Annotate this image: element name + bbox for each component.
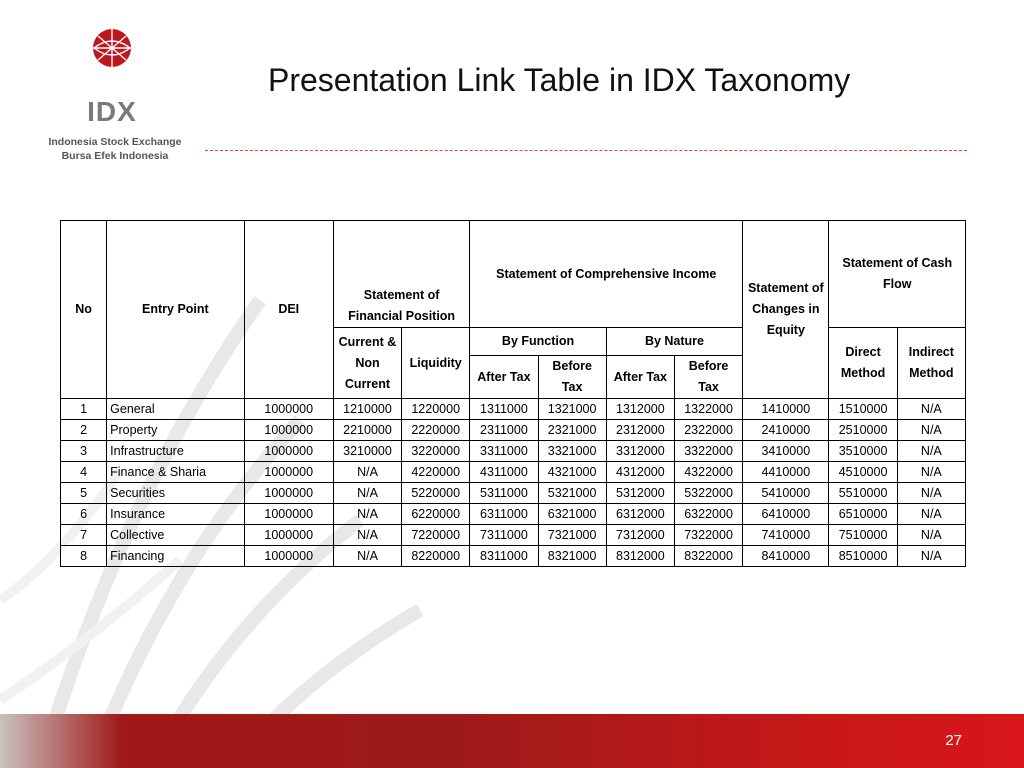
table-cell: Finance & Sharia bbox=[107, 462, 244, 483]
table-cell: 1000000 bbox=[244, 546, 333, 567]
table-cell: 8321000 bbox=[538, 546, 606, 567]
table-cell: 6220000 bbox=[402, 504, 470, 525]
table-cell: 5220000 bbox=[402, 483, 470, 504]
table-cell: 4311000 bbox=[470, 462, 538, 483]
slide-title: Presentation Link Table in IDX Taxonomy bbox=[268, 62, 851, 98]
table-cell: 6322000 bbox=[674, 504, 742, 525]
table-cell: 6 bbox=[61, 504, 107, 525]
table-cell: 1220000 bbox=[402, 399, 470, 420]
table-cell: 4410000 bbox=[743, 462, 829, 483]
table-cell: 3410000 bbox=[743, 441, 829, 462]
table-cell: Infrastructure bbox=[107, 441, 244, 462]
table-row bbox=[61, 504, 966, 525]
table-cell: 1510000 bbox=[829, 399, 897, 420]
header-after-tax-nature: After Tax bbox=[606, 356, 674, 399]
table-row bbox=[61, 441, 966, 462]
table-cell: N/A bbox=[897, 525, 965, 546]
table-cell: N/A bbox=[333, 462, 401, 483]
table-cell: N/A bbox=[897, 483, 965, 504]
header-entry-point: Entry Point bbox=[107, 221, 244, 399]
table-cell: 7311000 bbox=[470, 525, 538, 546]
table-cell: 7410000 bbox=[743, 525, 829, 546]
table-cell: N/A bbox=[897, 504, 965, 525]
table-cell: Securities bbox=[107, 483, 244, 504]
table-cell: 2311000 bbox=[470, 420, 538, 441]
table-cell: 3 bbox=[61, 441, 107, 462]
header-before-tax-nature: Before Tax bbox=[674, 356, 742, 399]
table-cell: Collective bbox=[107, 525, 244, 546]
footer-bar bbox=[0, 714, 1024, 768]
table-cell: 1000000 bbox=[244, 483, 333, 504]
table-cell: 1410000 bbox=[743, 399, 829, 420]
table-cell: 2510000 bbox=[829, 420, 897, 441]
table-cell: 2410000 bbox=[743, 420, 829, 441]
table-cell: 7322000 bbox=[674, 525, 742, 546]
table-row bbox=[61, 546, 966, 567]
table-row bbox=[61, 399, 966, 420]
table-cell: 5322000 bbox=[674, 483, 742, 504]
table-cell: 1321000 bbox=[538, 399, 606, 420]
table-cell: 7220000 bbox=[402, 525, 470, 546]
title-divider bbox=[205, 150, 967, 151]
logo-subtitle-english: Indonesia Stock Exchange bbox=[48, 136, 182, 148]
table-cell: 7321000 bbox=[538, 525, 606, 546]
table-cell: 4220000 bbox=[402, 462, 470, 483]
table-cell: 8510000 bbox=[829, 546, 897, 567]
table-cell: 1000000 bbox=[244, 399, 333, 420]
table-cell: Insurance bbox=[107, 504, 244, 525]
table-cell: 5311000 bbox=[470, 483, 538, 504]
table-cell: 4 bbox=[61, 462, 107, 483]
table-cell: 3312000 bbox=[606, 441, 674, 462]
logo-subtitle-indonesian: Bursa Efek Indonesia bbox=[61, 150, 169, 162]
table-cell: N/A bbox=[897, 462, 965, 483]
table-cell: 8312000 bbox=[606, 546, 674, 567]
table-cell: 6510000 bbox=[829, 504, 897, 525]
table-cell: 6410000 bbox=[743, 504, 829, 525]
header-before-tax-function: Before Tax bbox=[538, 356, 606, 399]
table-cell: 2 bbox=[61, 420, 107, 441]
table-cell: 1311000 bbox=[470, 399, 538, 420]
idx-emblem-icon bbox=[80, 28, 144, 68]
table-cell: 5312000 bbox=[606, 483, 674, 504]
table-cell: 2220000 bbox=[402, 420, 470, 441]
table-cell: General bbox=[107, 399, 244, 420]
page-number: 27 bbox=[945, 732, 962, 749]
table-cell: Property bbox=[107, 420, 244, 441]
table-cell: Financing bbox=[107, 546, 244, 567]
table-cell: 6312000 bbox=[606, 504, 674, 525]
table-cell: 1 bbox=[61, 399, 107, 420]
table-cell: 4322000 bbox=[674, 462, 742, 483]
table-cell: 2322000 bbox=[674, 420, 742, 441]
table-cell: 3321000 bbox=[538, 441, 606, 462]
header-current-non-current: Current & Non Current bbox=[333, 328, 401, 399]
table-cell: 7 bbox=[61, 525, 107, 546]
table-cell: N/A bbox=[897, 441, 965, 462]
table-cell: 8 bbox=[61, 546, 107, 567]
table-cell: 1000000 bbox=[244, 441, 333, 462]
table-cell: N/A bbox=[333, 483, 401, 504]
table-cell: 3210000 bbox=[333, 441, 401, 462]
header-financial-position: Statement of Financial Position bbox=[333, 221, 469, 328]
table-cell: 2210000 bbox=[333, 420, 401, 441]
taxonomy-table bbox=[60, 220, 966, 567]
header-by-nature: By Nature bbox=[606, 328, 742, 356]
logo-wordmark: IDX bbox=[87, 96, 137, 127]
table-cell: 8311000 bbox=[470, 546, 538, 567]
table-cell: 5510000 bbox=[829, 483, 897, 504]
table-cell: 3311000 bbox=[470, 441, 538, 462]
header-changes-equity: Statement of Changes in Equity bbox=[743, 221, 829, 399]
table-cell: 5410000 bbox=[743, 483, 829, 504]
table-cell: 1000000 bbox=[244, 462, 333, 483]
table-cell: 1210000 bbox=[333, 399, 401, 420]
header-indirect-method: Indirect Method bbox=[897, 328, 965, 399]
table-cell: 1000000 bbox=[244, 525, 333, 546]
table-cell: 8220000 bbox=[402, 546, 470, 567]
header-dei: DEI bbox=[244, 221, 333, 399]
table-cell: 3220000 bbox=[402, 441, 470, 462]
table-cell: 5 bbox=[61, 483, 107, 504]
table-cell: 7510000 bbox=[829, 525, 897, 546]
header-direct-method: Direct Method bbox=[829, 328, 897, 399]
table-cell: N/A bbox=[897, 420, 965, 441]
table-cell: 5321000 bbox=[538, 483, 606, 504]
table-cell: 4510000 bbox=[829, 462, 897, 483]
table-cell: N/A bbox=[897, 399, 965, 420]
table-cell: 1322000 bbox=[674, 399, 742, 420]
table-cell: N/A bbox=[333, 546, 401, 567]
table-body bbox=[61, 399, 966, 567]
table-cell: 7312000 bbox=[606, 525, 674, 546]
table-cell: 1000000 bbox=[244, 504, 333, 525]
table-row bbox=[61, 462, 966, 483]
table-cell: N/A bbox=[333, 504, 401, 525]
table-cell: 3322000 bbox=[674, 441, 742, 462]
table-cell: 1000000 bbox=[244, 420, 333, 441]
table-row bbox=[61, 483, 966, 504]
table-cell: 2321000 bbox=[538, 420, 606, 441]
table-cell: 3510000 bbox=[829, 441, 897, 462]
table-row bbox=[61, 525, 966, 546]
table-cell: 8322000 bbox=[674, 546, 742, 567]
table-cell: 1312000 bbox=[606, 399, 674, 420]
table-cell: 8410000 bbox=[743, 546, 829, 567]
table-cell: 4321000 bbox=[538, 462, 606, 483]
table-row bbox=[61, 420, 966, 441]
header-cash-flow: Statement of Cash Flow bbox=[829, 221, 966, 328]
table-cell: 4312000 bbox=[606, 462, 674, 483]
table-cell: 6321000 bbox=[538, 504, 606, 525]
header-by-function: By Function bbox=[470, 328, 606, 356]
header-no: No bbox=[61, 221, 107, 399]
header-after-tax-function: After Tax bbox=[470, 356, 538, 399]
idx-logo bbox=[40, 28, 190, 168]
header-comprehensive-income: Statement of Comprehensive Income bbox=[470, 221, 743, 328]
table-cell: N/A bbox=[897, 546, 965, 567]
table-cell: 2312000 bbox=[606, 420, 674, 441]
table-cell: 6311000 bbox=[470, 504, 538, 525]
table-cell: N/A bbox=[333, 525, 401, 546]
header-liquidity: Liquidity bbox=[402, 328, 470, 399]
